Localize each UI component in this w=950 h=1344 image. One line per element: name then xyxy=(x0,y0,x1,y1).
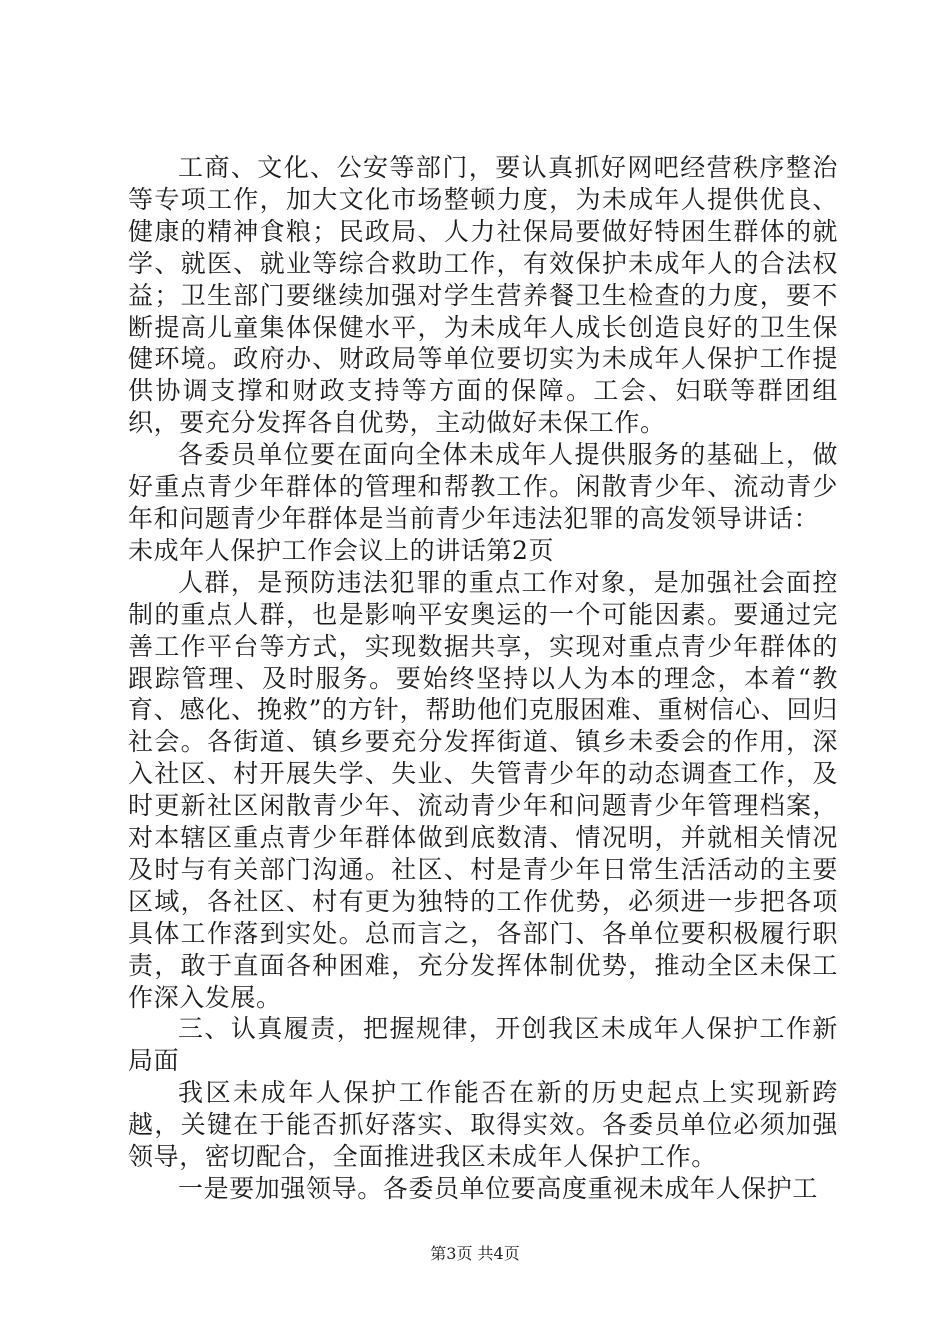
paragraph-key-population: 人群，是预防违法犯罪的重点工作对象，是加强社会面控制的重点人群，也是影响平安奥运的一个可能因素。要通过完善工作平台等方式，实现数据共享，实现对重点青少年群体的跟踪管理、及时服务。要始终坚持以人为本的理念，本着“教育、感化、挽救”的方针，帮助他们克服困难、重树信心、回归社会。各街道、镇乡要充分发挥街道、镇乡未委会的作用，深入社区、村开展失学、失业、失管青少年的动态调查工作，及时更新社区闲散青少年、流动青少年和问题青少年管理档案，对本辖区重点青少年群体做到底数清、情况明，并就相关情况及时与有关部门沟通。社区、村是青少年日常生活活动的主要区域，各社区、村有更为独特的工作优势，必须进一步把各项具体工作落到实处。总而言之，各部门、各单位要积极履行职责，敢于直面各种困难，充分发挥体制优势，推动全区未保工作深入发展。 xyxy=(128,567,838,1012)
paragraph-departments: 工商、文化、公安等部门，要认真抓好网吧经营秩序整治等专项工作，加大文化市场整顿力度，为未成年人提供优良、健康的精神食粮；民政局、人力社保局要做好特困生群体的就学、就医、就业等综合救助工作，有效保护未成年人的合法权益；卫生部门要继续加强对学生营养餐卫生检查的力度，要不断提高儿童集体保健水平，为未成年人成长创造良好的卫生保健环境。政府办、财政局等单位要切实为未成年人保护工作提供协调支撑和财政支持等方面的保障。工会、妇联等群团组织，要充分发挥各自优势，主动做好未保工作。 xyxy=(128,153,838,438)
paragraph-key-groups: 各委员单位要在面向全体未成年人提供服务的基础上，做好重点青少年群体的管理和帮教工作。闲散青少年、流动青少年和问题青少年群体是当前青少年违法犯罪的高发领导讲话： xyxy=(128,440,838,533)
paragraph-page-marker: 未成年人保护工作会议上的讲话第2页 xyxy=(128,535,555,565)
document-body xyxy=(128,152,838,1205)
paragraph-leadership: 一是要加强领导。各委员单位要高度重视未成年人保护工 xyxy=(178,1174,819,1203)
section-heading-three: 三、认真履责，把握规律，开创我区未成年人保护工作新局面 xyxy=(128,1014,838,1076)
paragraph-implementation: 我区未成年人保护工作能否在新的历史起点上实现新跨越，关键在于能否抓好落实、取得实效。各委员单位必须加强领导，密切配合，全面推进我区未成年人保护工作。 xyxy=(128,1078,838,1172)
page-footer: 第3页 共4页 xyxy=(430,1244,520,1263)
